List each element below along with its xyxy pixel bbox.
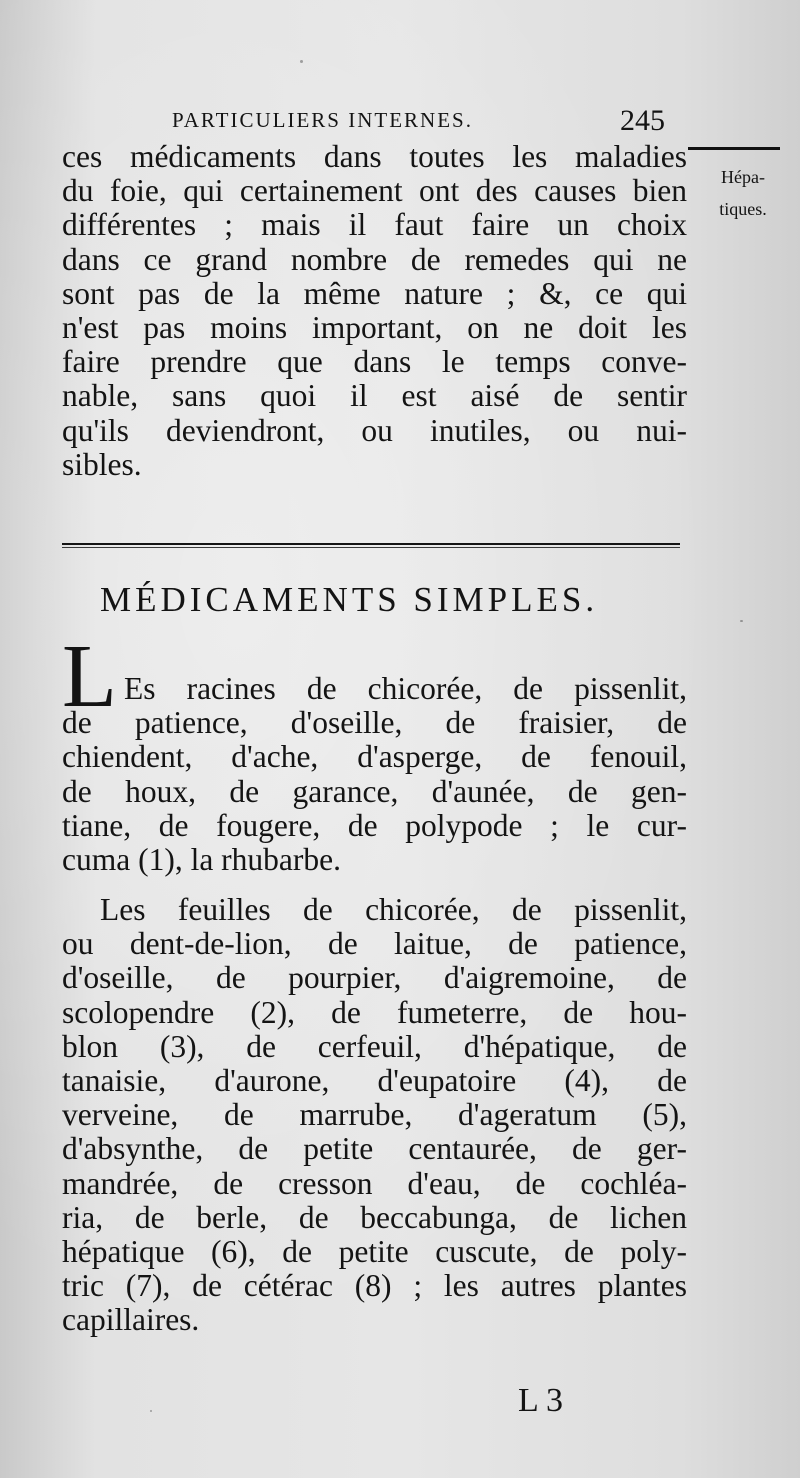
- paper-speck: [300, 60, 303, 63]
- text-line: nable, sans quoi il est aisé de sentir: [62, 378, 687, 414]
- text-line: de patience, d'oseille, de fraisier, de: [62, 705, 687, 741]
- text-line: hépatique (6), de petite cuscute, de poly-: [62, 1234, 687, 1270]
- paragraph-leaves: [62, 893, 687, 1338]
- text-line: faire prendre que dans le temps conve-: [62, 344, 687, 380]
- margin-note: [688, 161, 798, 225]
- top-paragraph: [62, 140, 687, 482]
- text-line: cuma (1), la rhubarbe.: [62, 842, 341, 878]
- text-line: verveine, de marrube, d'ageratum (5),: [62, 1097, 687, 1133]
- text-line: Es racines de chicorée, de pissenlit,: [124, 671, 687, 706]
- text-line: scolopendre (2), de fumeterre, de hou-: [62, 994, 687, 1030]
- text-line: d'absynthe, de petite centaurée, de ger-: [62, 1131, 687, 1167]
- text-line: d'oseille, de pourpier, d'aigremoine, de: [62, 960, 687, 996]
- text-line: différentes ; mais il faut faire un choix: [62, 207, 687, 243]
- margin-note-line: Hépa-: [721, 167, 765, 187]
- drop-cap: L: [62, 627, 117, 726]
- paragraph-roots: [62, 672, 687, 877]
- section-title: MÉDICAMENTS SIMPLES.: [100, 580, 599, 619]
- text-line: tiane, de fougere, de polypode ; le cur-: [62, 807, 687, 843]
- running-title: PARTICULIERS INTERNES.: [172, 108, 473, 132]
- paper-speck: [740, 620, 743, 622]
- section-divider: [62, 543, 680, 545]
- text-line: n'est pas moins important, on ne doit les: [62, 310, 687, 346]
- paper-speck: [150, 1410, 152, 1412]
- text-line: blon (3), de cerfeuil, d'hépatique, de: [62, 1028, 687, 1064]
- catchword-signature: L 3: [518, 1382, 564, 1419]
- text-line: ou dent-de-lion, de laitue, de patience,: [62, 926, 687, 962]
- text-line: dans ce grand nombre de remedes qui ne: [62, 241, 687, 277]
- text-line: de houx, de garance, d'aunée, de gen-: [62, 773, 687, 809]
- text-line: tric (7), de cétérac (8) ; les autres plantes: [62, 1268, 687, 1304]
- text-line: chiendent, d'ache, d'asperge, de fenouil,: [62, 739, 687, 775]
- text-line: sont pas de la même nature ; &, ce qui: [62, 275, 687, 311]
- text-line: ces médicaments dans toutes les maladies: [62, 139, 687, 174]
- text-line: sibles.: [62, 446, 142, 482]
- page-number: 245: [620, 104, 665, 137]
- margin-note-line: tiques.: [719, 199, 767, 219]
- text-line: du foie, qui certainement ont des causes bien: [62, 173, 687, 209]
- text-line: capillaires.: [62, 1302, 200, 1338]
- text-line: ria, de berle, de beccabunga, de lichen: [62, 1199, 687, 1235]
- text-line: qu'ils deviendront, ou inutiles, ou nui-: [62, 412, 687, 448]
- text-line: mandrée, de cresson d'eau, de cochléa-: [62, 1165, 687, 1201]
- margin-rule: [688, 147, 780, 150]
- text-line: Les feuilles de chicorée, de pissenlit,: [100, 892, 687, 927]
- text-line: tanaisie, d'aurone, d'eupatoire (4), de: [62, 1063, 687, 1099]
